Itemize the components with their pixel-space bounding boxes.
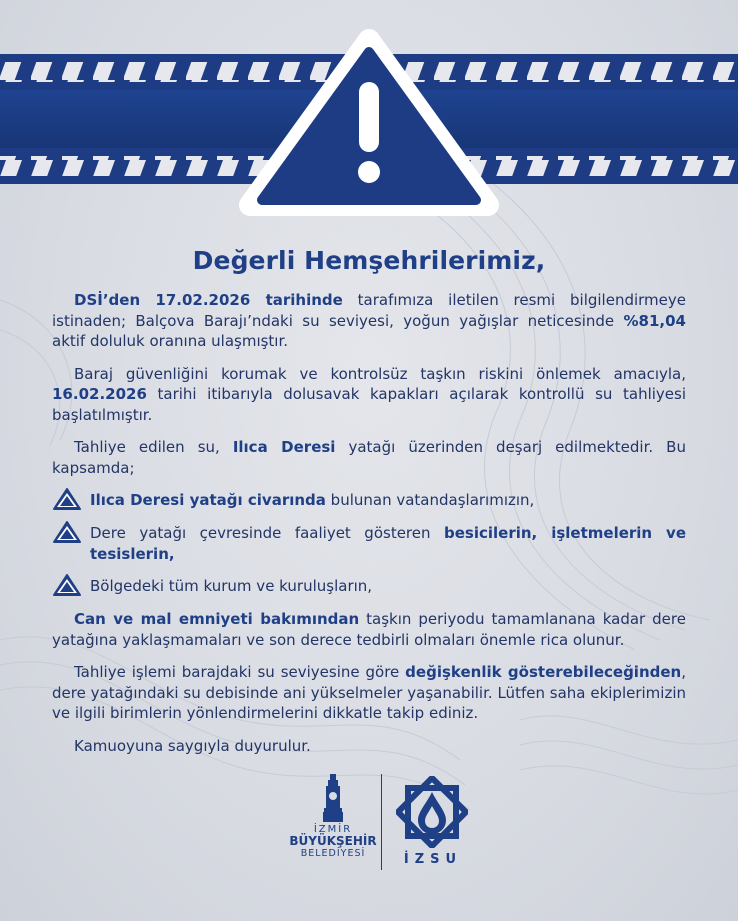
safety-emphasis: Can ve mal emniyeti bakımından [74,610,360,628]
date-emphasis: DSİ’den 17.02.2026 tarihinde [74,291,343,309]
announcement-body [52,290,686,768]
date-emphasis: 16.02.2026 [52,385,147,403]
paragraph-5: Tahliye işlemi barajdaki su seviyesine göre değişkenlik gösterebileceğinden, dere yatağındaki su debisinde ani yükselmeler yaşanabilir. Lütfen saha ekiplerimizin ve ilgili birimlerin yönlendirmelerini dikkatle takip ediniz. [52,663,686,722]
closing-line: Kamuoyuna saygıyla duyurulur. [74,736,311,755]
list-item: Bölgedeki tüm kurum ve kuruluşların, [52,576,686,597]
warning-icon [52,520,82,544]
list-item: Ilıca Deresi yatağı civarında bulunan vatandaşlarımızın, [52,490,686,511]
izmir-line-1: İZMİR [313,824,353,835]
warning-icon [52,573,82,597]
paragraph-2: Baraj güvenliğini korumak ve kontrolsüz taşkın riskini önlemek amacıyla, 16.02.2026 tarihi itibarıyla dolusavak kapakları açılarak kontrollü su tahliyesi başlatılmıştır. [52,364,686,424]
izmir-line-2: BÜYÜKŞEHİR [289,834,377,848]
paragraph-4: Can ve mal emniyeti bakımından taşkın periyodu tamamlanana kadar dere yatağına yaklaşmamaları ve son derece tedbirli olmaları önemle rica olunur. [52,610,686,649]
izmir-logo-text [281,824,385,859]
izsu-logo-text: İZSU [403,852,463,867]
percentage-emphasis: %81,04 [623,311,686,330]
izsu-drop-logo [396,776,468,848]
logo-divider [381,774,382,870]
paragraph-3: Tahliye edilen su, Ilıca Deresi yatağı üzerinden deşarj edilmektedir. Bu kapsamda; [52,438,686,477]
izmir-line-3: BELEDİYESİ [300,848,366,859]
footer-logos [0,770,738,880]
list-item: Dere yatağı çevresinde faaliyet gösteren besicilerin, işletmelerin ve tesislerin, [52,523,686,564]
river-emphasis: Ilıca Deresi [232,438,336,456]
warning-icon [52,487,82,511]
warning-banner [0,0,738,240]
variability-emphasis: değişkenlik gösterebileceğinden [405,663,682,681]
paragraph-1: DSİ’den 17.02.2026 tarihinde tarafımıza iletilen resmi bilgilendirmeye istinaden; Balçova Barajı’ndaki su seviyesi, yoğun yağışlar neticesinde %81,04 aktif doluluk oranına ulaşmıştır. [52,291,686,350]
page-title: Değerli Hemşehrilerimiz, [192,246,546,275]
